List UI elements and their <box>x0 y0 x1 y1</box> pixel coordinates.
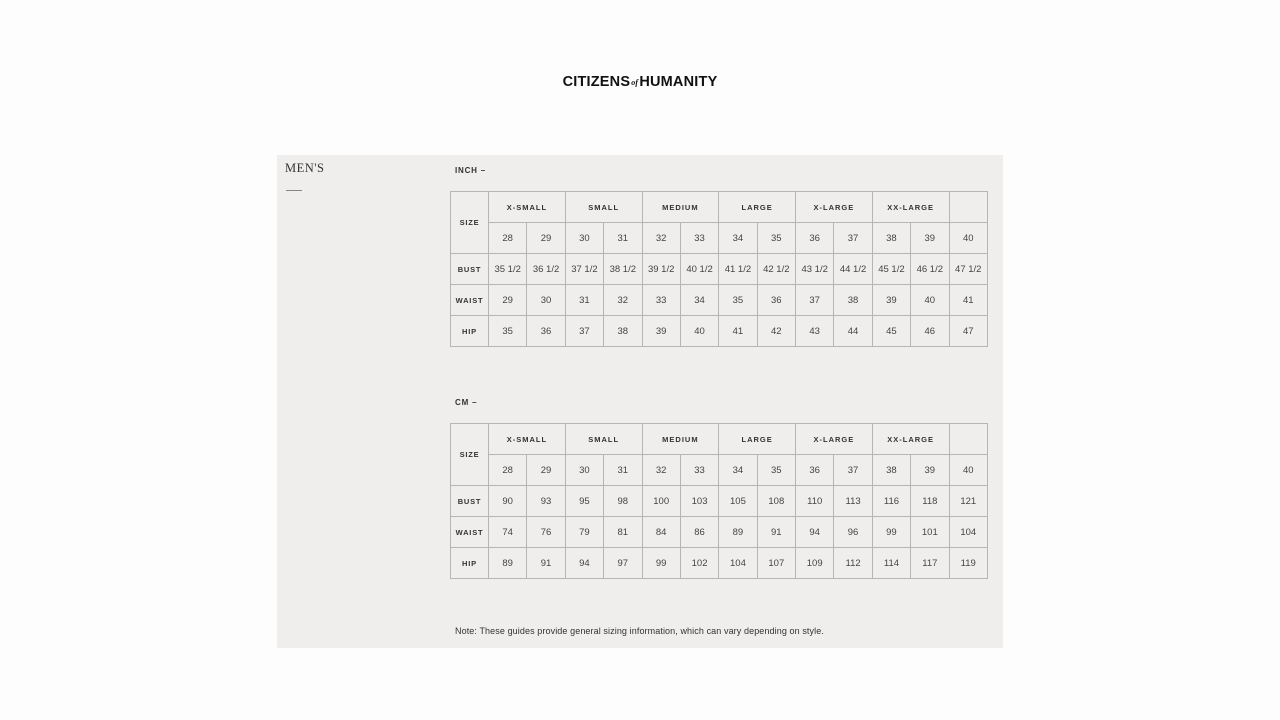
value-cell: 91 <box>527 548 565 579</box>
value-cell: 117 <box>911 548 949 579</box>
group-header: SMALL <box>565 424 642 455</box>
value-cell: 47 1/2 <box>949 254 988 285</box>
value-cell: 99 <box>872 517 910 548</box>
inch-waist-row <box>451 285 988 316</box>
value-cell: 39 <box>872 285 910 316</box>
value-cell: 102 <box>680 548 718 579</box>
value-cell: 39 <box>642 316 680 347</box>
value-cell: 38 <box>604 316 642 347</box>
row-header-hip: HIP <box>451 316 489 347</box>
size-cell: 36 <box>796 455 834 486</box>
size-cell: 39 <box>911 223 949 254</box>
value-cell: 36 <box>527 316 565 347</box>
size-cell: 33 <box>680 455 718 486</box>
value-cell: 100 <box>642 486 680 517</box>
value-cell: 42 1/2 <box>757 254 795 285</box>
value-cell: 101 <box>911 517 949 548</box>
value-cell: 79 <box>565 517 603 548</box>
sizing-note: Note: These guides provide general sizing information, which can vary depending on style. <box>455 626 824 636</box>
value-cell: 35 <box>489 316 527 347</box>
value-cell: 91 <box>757 517 795 548</box>
value-cell: 86 <box>680 517 718 548</box>
size-cell: 33 <box>680 223 718 254</box>
value-cell: 94 <box>796 517 834 548</box>
size-cell: 29 <box>527 455 565 486</box>
value-cell: 89 <box>719 517 757 548</box>
value-cell: 94 <box>565 548 603 579</box>
brand-logo-left: CITIZENS <box>562 74 631 90</box>
value-cell: 45 <box>872 316 910 347</box>
size-cell: 28 <box>489 455 527 486</box>
size-cell: 30 <box>565 223 603 254</box>
value-cell: 35 1/2 <box>489 254 527 285</box>
value-cell: 38 1/2 <box>604 254 642 285</box>
size-cell: 36 <box>796 223 834 254</box>
value-cell: 96 <box>834 517 872 548</box>
value-cell: 40 <box>911 285 949 316</box>
value-cell: 103 <box>680 486 718 517</box>
value-cell: 39 1/2 <box>642 254 680 285</box>
size-cell: 35 <box>757 223 795 254</box>
group-header: MEDIUM <box>642 192 719 223</box>
value-cell: 43 1/2 <box>796 254 834 285</box>
size-header: SIZE <box>451 192 489 254</box>
size-cell: 32 <box>642 455 680 486</box>
value-cell: 81 <box>604 517 642 548</box>
size-cell: 31 <box>604 455 642 486</box>
group-header: X-SMALL <box>489 424 566 455</box>
value-cell: 109 <box>796 548 834 579</box>
value-cell: 44 <box>834 316 872 347</box>
value-cell: 84 <box>642 517 680 548</box>
brand-logo <box>0 74 1280 90</box>
value-cell: 95 <box>565 486 603 517</box>
row-header-waist: WAIST <box>451 517 489 548</box>
size-cell: 34 <box>719 455 757 486</box>
value-cell: 37 <box>796 285 834 316</box>
size-cell: 28 <box>489 223 527 254</box>
value-cell: 104 <box>719 548 757 579</box>
group-header: X-LARGE <box>796 192 873 223</box>
section-title: MEN'S <box>285 161 325 175</box>
value-cell: 104 <box>949 517 988 548</box>
value-cell: 93 <box>527 486 565 517</box>
value-cell: 36 1/2 <box>527 254 565 285</box>
value-cell: 47 <box>949 316 988 347</box>
value-cell: 99 <box>642 548 680 579</box>
row-header-bust: BUST <box>451 486 489 517</box>
value-cell: 97 <box>604 548 642 579</box>
value-cell: 35 <box>719 285 757 316</box>
cm-hip-row <box>451 548 988 579</box>
value-cell: 45 1/2 <box>872 254 910 285</box>
cm-size-table <box>450 423 988 579</box>
value-cell: 108 <box>757 486 795 517</box>
group-header: X-LARGE <box>796 424 873 455</box>
value-cell: 98 <box>604 486 642 517</box>
size-cell: 39 <box>911 455 949 486</box>
cm-group-row <box>451 424 988 455</box>
value-cell: 29 <box>489 285 527 316</box>
size-cell: 38 <box>872 455 910 486</box>
value-cell: 38 <box>834 285 872 316</box>
value-cell: 40 <box>680 316 718 347</box>
group-header: LARGE <box>719 192 796 223</box>
size-cell: 37 <box>834 455 872 486</box>
row-header-bust: BUST <box>451 254 489 285</box>
value-cell: 37 1/2 <box>565 254 603 285</box>
value-cell: 34 <box>680 285 718 316</box>
cm-size-row <box>451 455 988 486</box>
size-cell: 40 <box>949 455 988 486</box>
brand-logo-right: HUMANITY <box>639 74 718 90</box>
size-cell: 30 <box>565 455 603 486</box>
inch-unit-label: INCH – <box>455 166 487 175</box>
value-cell: 90 <box>489 486 527 517</box>
value-cell: 76 <box>527 517 565 548</box>
value-cell: 32 <box>604 285 642 316</box>
value-cell: 43 <box>796 316 834 347</box>
value-cell: 74 <box>489 517 527 548</box>
group-header: SMALL <box>565 192 642 223</box>
inch-size-row <box>451 223 988 254</box>
value-cell: 105 <box>719 486 757 517</box>
inch-hip-row <box>451 316 988 347</box>
value-cell: 30 <box>527 285 565 316</box>
brand-logo-of: of <box>631 78 639 87</box>
value-cell: 113 <box>834 486 872 517</box>
group-header: LARGE <box>719 424 796 455</box>
size-header: SIZE <box>451 424 489 486</box>
value-cell: 46 1/2 <box>911 254 949 285</box>
group-header: XX-LARGE <box>872 192 949 223</box>
value-cell: 114 <box>872 548 910 579</box>
value-cell: 110 <box>796 486 834 517</box>
size-cell: 37 <box>834 223 872 254</box>
value-cell: 44 1/2 <box>834 254 872 285</box>
size-cell: 32 <box>642 223 680 254</box>
value-cell: 41 <box>719 316 757 347</box>
size-cell: 35 <box>757 455 795 486</box>
value-cell: 40 1/2 <box>680 254 718 285</box>
size-cell: 34 <box>719 223 757 254</box>
row-header-hip: HIP <box>451 548 489 579</box>
size-cell: 40 <box>949 223 988 254</box>
group-header: MEDIUM <box>642 424 719 455</box>
size-chart-panel <box>277 155 1003 648</box>
size-cell: 29 <box>527 223 565 254</box>
group-header-empty <box>949 424 988 455</box>
value-cell: 46 <box>911 316 949 347</box>
group-header: XX-LARGE <box>872 424 949 455</box>
value-cell: 121 <box>949 486 988 517</box>
size-cell: 31 <box>604 223 642 254</box>
value-cell: 41 1/2 <box>719 254 757 285</box>
value-cell: 107 <box>757 548 795 579</box>
value-cell: 41 <box>949 285 988 316</box>
row-header-waist: WAIST <box>451 285 489 316</box>
inch-bust-row <box>451 254 988 285</box>
inch-size-table <box>450 191 988 347</box>
value-cell: 119 <box>949 548 988 579</box>
group-header-empty <box>949 192 988 223</box>
value-cell: 116 <box>872 486 910 517</box>
value-cell: 89 <box>489 548 527 579</box>
value-cell: 42 <box>757 316 795 347</box>
value-cell: 118 <box>911 486 949 517</box>
cm-bust-row <box>451 486 988 517</box>
value-cell: 36 <box>757 285 795 316</box>
size-cell: 38 <box>872 223 910 254</box>
cm-unit-label: CM – <box>455 398 478 407</box>
value-cell: 31 <box>565 285 603 316</box>
group-header: X-SMALL <box>489 192 566 223</box>
value-cell: 112 <box>834 548 872 579</box>
cm-waist-row <box>451 517 988 548</box>
value-cell: 33 <box>642 285 680 316</box>
value-cell: 37 <box>565 316 603 347</box>
title-divider <box>286 190 302 191</box>
inch-group-row <box>451 192 988 223</box>
